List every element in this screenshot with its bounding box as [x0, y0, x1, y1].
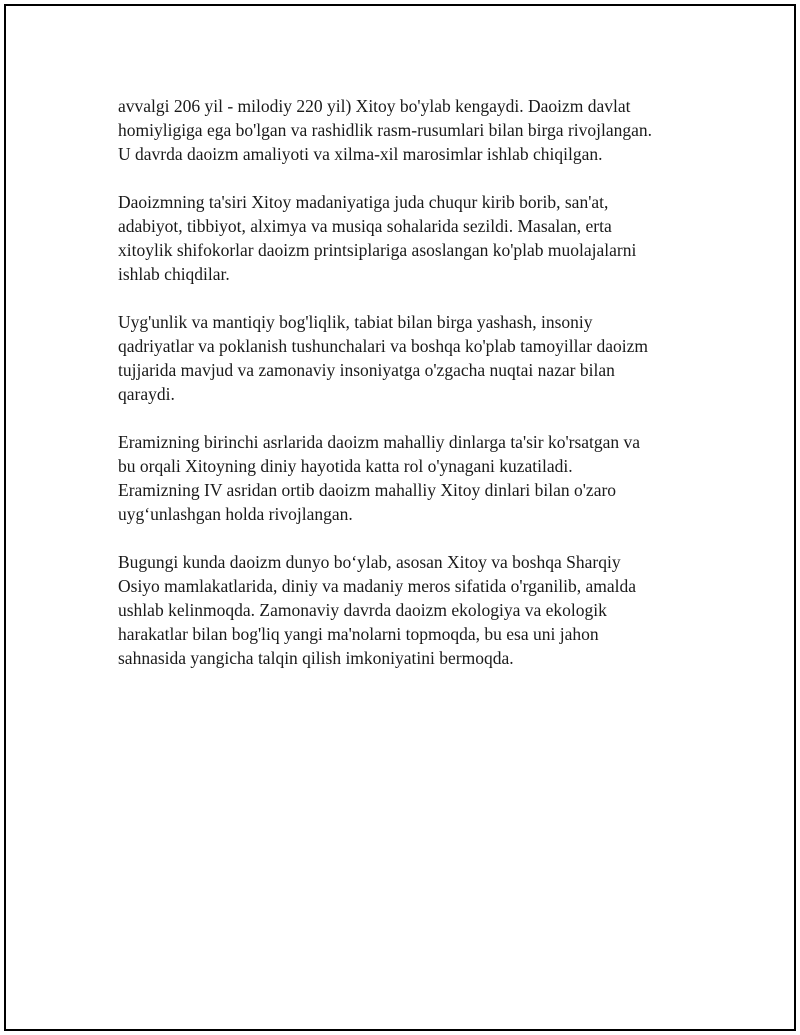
document-page [4, 4, 796, 1031]
paragraph-1: avvalgi 206 yil - milodiy 220 yil) Xitoy bo'ylab kengaydi. Daoizm davlat homiyligiga ega bo'lgan va rashidlik rasm-rusumlari bilan birga rivojlangan. U davrda daoizm amaliyoti va xilma-xil marosimlar ishlab chiqilgan. [118, 96, 653, 164]
paragraph-3: Uyg'unlik va mantiqiy bog'liqlik, tabiat bilan birga yashash, insoniy qadriyatlar va poklanish tushunchalari va boshqa ko'plab tamoyillar daoizm tujjarida mavjud va zamonaviy insoniyatga o'zgacha nuqtai nazar bilan qaraydi. [118, 312, 648, 404]
paragraph-5: Bugungi kunda daoizm dunyo bo‘ylab, asosan Xitoy va boshqa Sharqiy Osiyo mamlakatlarida, diniy va madaniy meros sifatida o'rganilib, amalda ushlab kelinmoqda. Zamonaviy davrda daoizm ekologiya va ekologik harakatlar bilan bog'liq yangi ma'nolarni topmoqda, bu esa uni jahon sahnasida yangicha talqin qilish imkoniyatini bermoqda. [118, 552, 636, 668]
paragraph-2: Daoizmning ta'siri Xitoy madaniyatiga juda chuqur kirib borib, san'at, adabiyot, tibbiyot, alximya va musiqa sohalarida sezildi. Masalan, erta xitoylik shifokorlar daoizm printsiplariga asoslangan ko'plab muolajalarni ishlab chiqdilar. [118, 192, 637, 284]
document-body [118, 94, 698, 694]
paragraph-4: Eramizning birinchi asrlarida daoizm mahalliy dinlarga ta'sir ko'rsatgan va bu orqali Xitoyning diniy hayotida katta rol o'ynagani kuzatiladi. Eramizning IV asridan ortib daoizm mahalliy Xitoy dinlari bilan o'zaro uyg‘unlashgan holda rivojlangan. [118, 432, 641, 524]
